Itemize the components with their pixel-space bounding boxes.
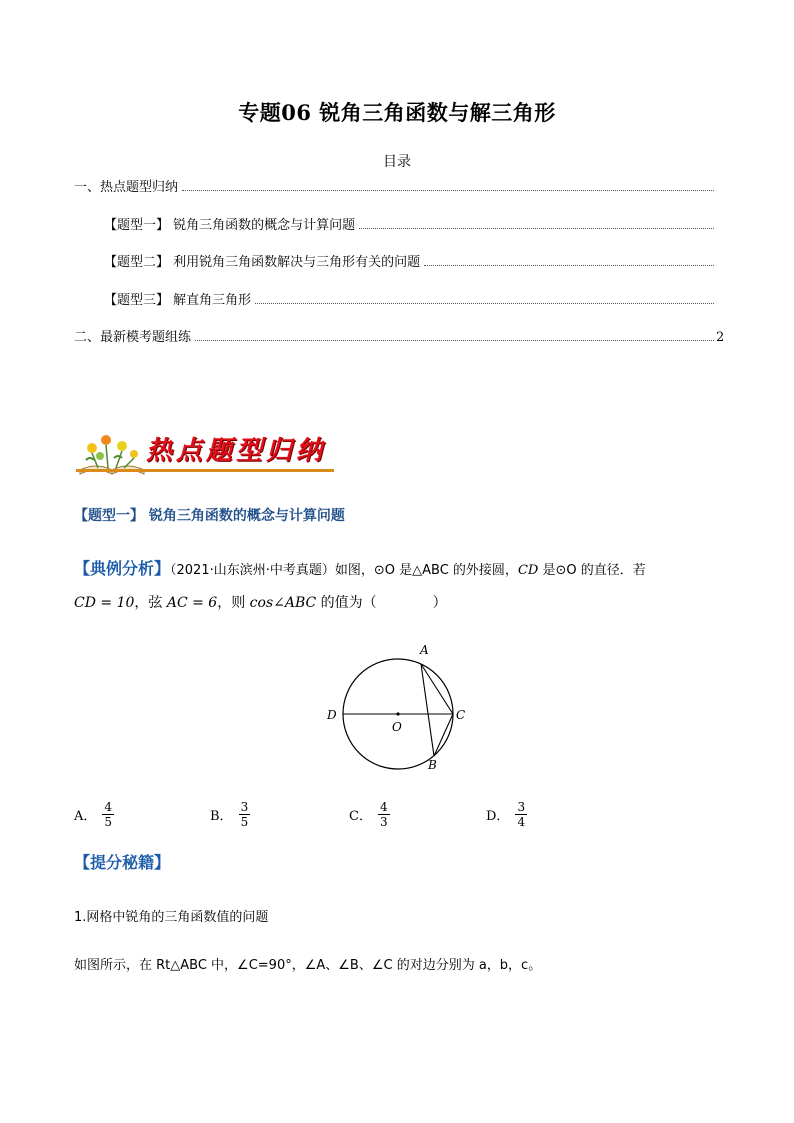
option-letter: D． [486,809,510,824]
toc-item[interactable] [74,326,724,345]
tips-heading: 【提分秘籍】 [74,853,171,872]
option-b[interactable] [210,800,250,829]
option-fraction [102,800,114,829]
tips-point-1: 1.网格中锐角的三角函数值的问题 [74,910,269,925]
toc-leader [182,189,714,191]
answer-blank: 的值为（ ） [316,595,447,611]
toc-item[interactable] [104,214,724,233]
numerator: 4 [379,800,388,814]
chord-ac [421,664,453,714]
label-b: B [428,758,437,772]
label-a: A [420,643,429,657]
tips-point-1-desc: 如图所示，在 Rt△ABC 中，∠C=90°，∠A、∠B、∠C 的对边分别为 a，b，c。 [74,958,542,973]
option-fraction [239,800,251,829]
example-text: ，则 [217,595,250,611]
toc-leader [195,339,714,341]
section-banner-title: 热点题型归纳 [146,436,327,466]
toc-leader [359,227,714,229]
math-ac-value: AC = 6 [166,595,218,611]
option-letter: B． [210,809,233,824]
option-c[interactable] [349,800,390,829]
question-type-heading: 【题型一】 锐角三角函数的概念与计算问题 [74,508,345,524]
option-d[interactable] [486,800,527,829]
math-cos-abc: cos∠ABC [249,595,317,611]
denominator: 4 [517,815,526,829]
circle-geometry-figure [322,638,472,773]
page-title: 专题06 锐角三角函数与解三角形 [238,100,556,125]
toc-item-label: 二、最新模考题组练 [74,330,192,345]
example-text: ，弦 [134,595,167,611]
option-fraction [378,800,390,829]
example-line-1 [74,556,646,579]
label-d: D [327,708,337,722]
chord-bc [434,714,453,756]
toc-item[interactable] [104,289,724,308]
denominator: 5 [104,815,113,829]
toc-page: 2 [716,330,725,345]
toc-item-label: 【题型三】 解直角三角形 [104,293,252,308]
denominator: 3 [379,815,388,829]
option-fraction [515,800,527,829]
toc-leader [424,264,714,266]
example-line-2 [74,592,447,612]
toc-item[interactable] [74,176,724,195]
option-letter: C． [349,809,372,824]
chord-ab [421,664,434,756]
math-cd: CD [517,563,539,578]
example-source: （2021·山东滨州·中考真题） [170,563,335,578]
example-text: 是⊙O 的直径．若 [538,563,646,578]
math-cd-value: CD = 10 [74,595,135,611]
toc-item-label: 【题型二】 利用锐角三角函数解决与三角形有关的问题 [104,255,421,270]
label-o: O [392,720,402,734]
label-c: C [456,708,466,722]
toc-heading: 目录 [383,154,411,170]
option-a[interactable] [74,800,114,829]
denominator: 5 [240,815,249,829]
numerator: 3 [517,800,526,814]
toc-item[interactable] [104,251,724,270]
banner-underline [76,469,334,472]
toc-leader [255,302,714,304]
example-label: 【典例分析】 [74,559,171,578]
option-letter: A． [74,809,97,824]
numerator: 3 [240,800,249,814]
toc-item-label: 一、热点题型归纳 [74,180,179,195]
toc-item-label: 【题型一】 锐角三角函数的概念与计算问题 [104,218,356,233]
center-point [396,712,399,715]
numerator: 4 [104,800,113,814]
example-text: 如图，⊙O 是△ABC 的外接圆， [334,563,518,578]
